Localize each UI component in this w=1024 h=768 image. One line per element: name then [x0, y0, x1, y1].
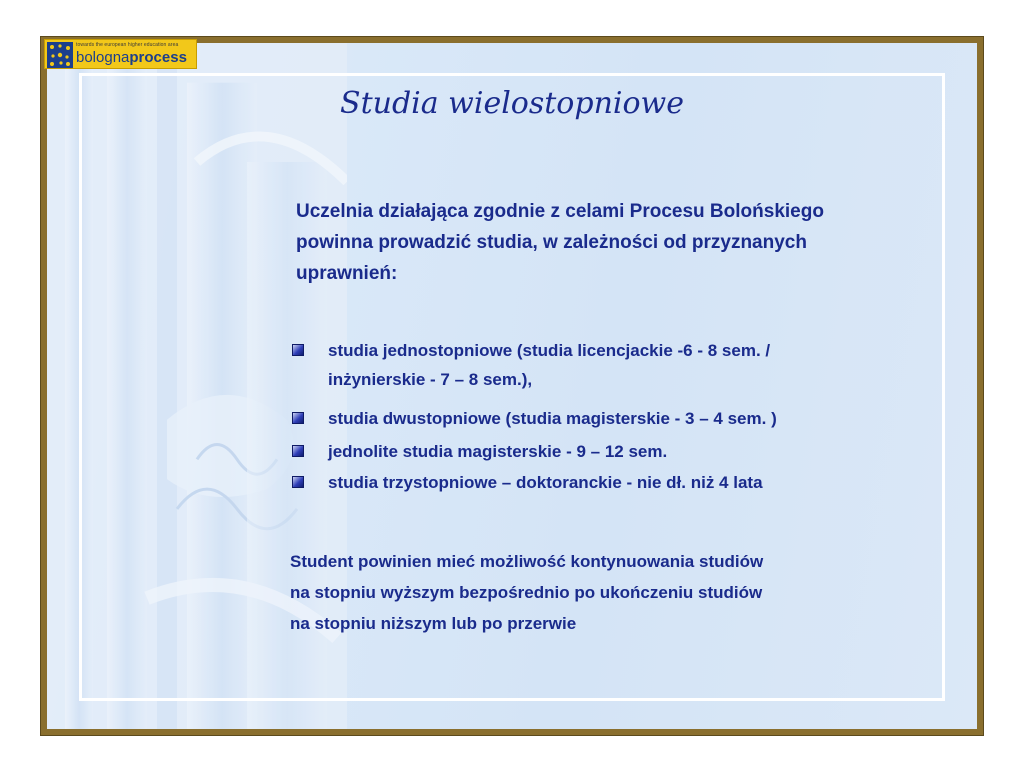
- closing-paragraph: [290, 546, 950, 639]
- closing-line-3: na stopniu niższym lub po przerwie: [290, 614, 577, 633]
- slide-title-text: Studia wielostopniowe: [340, 86, 684, 121]
- list-item-line-2: inżynierskie - 7 – 8 sem.),: [328, 370, 533, 389]
- closing-line-2: na stopniu wyższym bezpośrednio po ukończeniu studiów: [290, 583, 763, 602]
- bologna-process-logo: [44, 39, 197, 69]
- bullet-list: [292, 336, 952, 497]
- list-item: [292, 437, 952, 466]
- list-item: [292, 336, 952, 394]
- logo-tagline: towards the european higher education area: [76, 42, 179, 48]
- list-item: [292, 468, 952, 497]
- list-item-text: studia dwustopniowe (studia magisterskie - 3 – 4 sem. ): [328, 409, 777, 428]
- logo-word-bologna: bologna: [76, 49, 130, 66]
- closing-line-1: Student powinien mieć możliwość kontynuowania studiów: [290, 552, 764, 571]
- square-bullet-icon: [292, 344, 304, 356]
- list-item: [292, 404, 952, 433]
- stars-icon: [47, 42, 73, 68]
- square-bullet-icon: [292, 412, 304, 424]
- list-item-text: studia trzystopniowe – doktoranckie - nie dł. niż 4 lata: [328, 473, 763, 492]
- slide-title: [0, 86, 1024, 121]
- square-bullet-icon: [292, 445, 304, 457]
- intro-paragraph: Uczelnia działająca zgodnie z celami Procesu Bolońskiego powinna prowadzić studia, w zależności od przyznanych uprawnień:: [296, 201, 824, 284]
- list-item-text: jednolite studia magisterskie - 9 – 12 sem.: [328, 442, 668, 461]
- logo-wordmark: [76, 49, 187, 67]
- list-item-line-1: studia jednostopniowe (studia licencjackie -6 - 8 sem. /: [328, 341, 771, 360]
- logo-word-process: process: [129, 49, 187, 66]
- square-bullet-icon: [292, 476, 304, 488]
